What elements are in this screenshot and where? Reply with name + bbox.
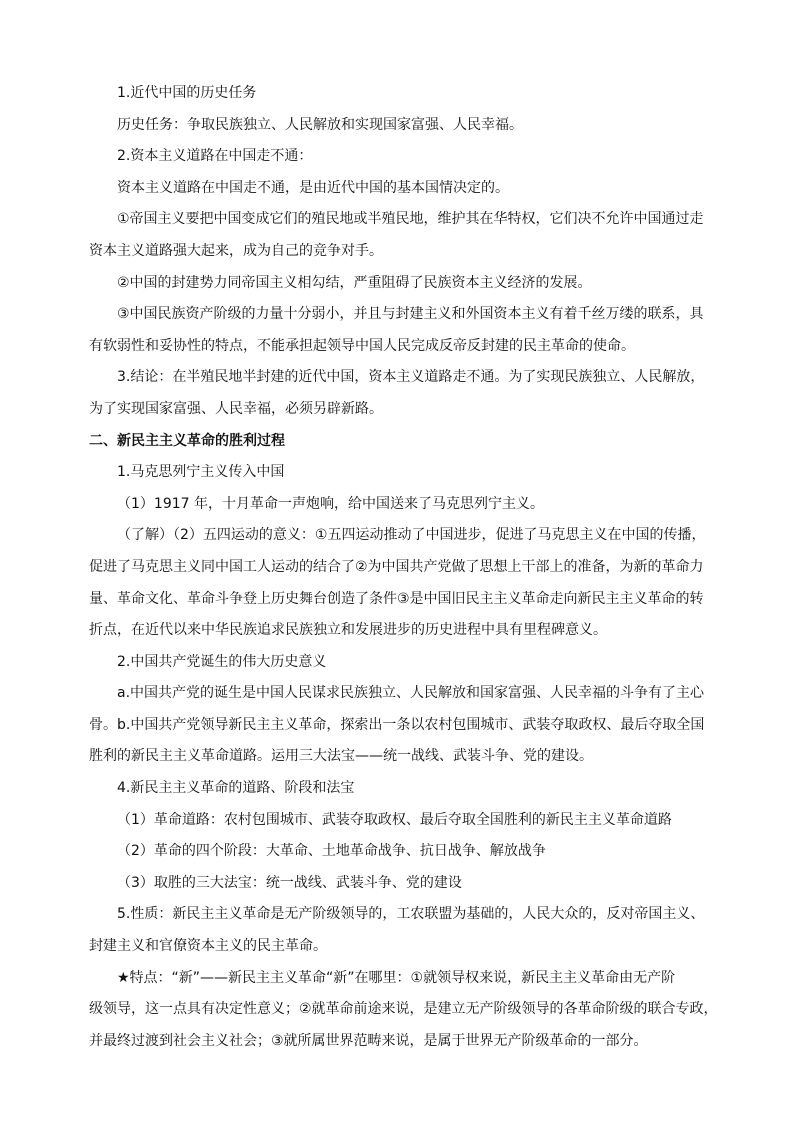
text-line: 4.新民主主义革命的道路、阶段和法宝	[117, 780, 355, 797]
text-line: 1.近代中国的历史任务	[117, 85, 257, 101]
text-line: 并最终过渡到社会主义社会；③就所属世界范畴来说，是属于世界无产阶级革命的一部分。	[89, 1032, 648, 1049]
text-line: （了解）（2）五四运动的意义：①五四运动推动了中国进步，促进了马克思主义在中国的传播，	[117, 527, 706, 544]
text-line: 级领导，这一点具有决定性意义；②就革命前途来说，是建立无产阶级领导的各革命阶级的联合专政，	[89, 1001, 718, 1018]
text-line: （1）1917 年，十月革命一声炮响，给中国送来了马克思列宁主义。	[117, 495, 544, 512]
text-line: 2.中国共产党诞生的伟大历史意义	[117, 653, 327, 670]
text-line: 5.性质：新民主主义革命是无产阶级领导的，工农联盟为基础的，人民大众的，反对帝国主义、	[117, 906, 705, 923]
text-line: ③中国民族资产阶级的力量十分弱小，并且与封建主义和外国资本主义有着千丝万缕的联系，具	[117, 306, 704, 323]
text-line: ★特点：“新”——新民主主义革命“新”在哪里：①就领导权来说，新民主主义革命由无产阶	[117, 969, 676, 986]
text-line: 量、革命文化、革命斗争登上历史舞台创造了条件③是中国旧民主主义革命走向新民主主义革命的转	[89, 590, 704, 607]
text-line: 2.资本主义道路在中国走不通：	[117, 148, 313, 165]
text-line: 胜利的新民主主义革命道路。运用三大法宝——统一战线、武装斗争、党的建设。	[89, 748, 593, 765]
text-line: 3.结论：在半殖民地半封建的近代中国，资本主义道路走不通。为了实现民族独立、人民解放，	[117, 369, 705, 386]
text-line: 骨。b.中国共产党领导新民主主义革命，探索出一条以农村包围城市、武装夺取政权、最后夺取全国	[89, 716, 705, 733]
text-line: （2）革命的四个阶段：大革命、土地革命战争、抗日战争、解放战争	[117, 843, 546, 860]
text-line: 资本主义道路在中国走不通，是由近代中国的基本国情决定的。	[117, 179, 509, 196]
text-line: 有软弱性和妥协性的特点，不能承担起领导中国人民完成反帝反封建的民主革命的使命。	[89, 337, 635, 354]
text-line: 折点，在近代以来中华民族追求民族独立和发展进步的历史进程中具有里程碑意义。	[89, 622, 607, 639]
text-line: 促进了马克思主义同中国工人运动的结合了②为中国共产党做了思想上干部上的准备，为新的革命力	[89, 558, 704, 575]
section-heading: 二、新民主主义革命的胜利过程	[89, 432, 285, 449]
text-line: （1）革命道路：农村包围城市、武装夺取政权、最后夺取全国胜利的新民主主义革命道路	[117, 811, 672, 828]
text-line: （3）取胜的三大法宝：统一战线、武装斗争、党的建设	[117, 874, 462, 891]
text-line: a.中国共产党的诞生是中国人民谋求民族独立、人民解放和国家富强、人民幸福的斗争有了主心	[117, 685, 705, 702]
text-line: 历史任务：争取民族独立、人民解放和实现国家富强、人民幸福。	[117, 116, 523, 133]
text-line: 1.马克思列宁主义传入中国	[117, 464, 285, 481]
text-line: ①帝国主义要把中国变成它们的殖民地或半殖民地，维护其在华特权，它们决不允许中国通过走	[117, 211, 704, 228]
text-line: 封建主义和官僚资本主义的民主革命。	[89, 938, 327, 955]
text-line: ②中国的封建势力同帝国主义相勾结，严重阻碍了民族资本主义经济的发展。	[117, 274, 592, 291]
text-line: 资本主义道路强大起来，成为自己的竞争对手。	[89, 242, 383, 259]
text-line: 为了实现国家富强、人民幸福，必须另辟新路。	[89, 400, 383, 417]
